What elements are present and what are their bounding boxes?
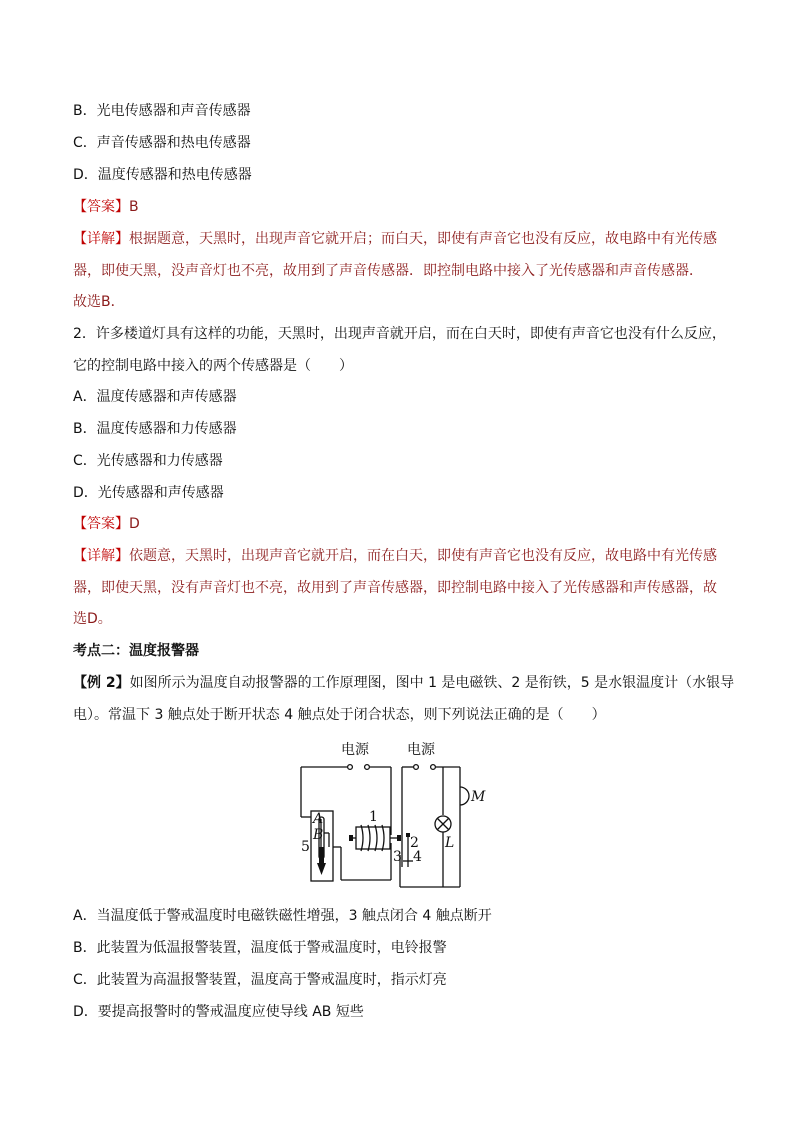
- q1-option-b: B．光电传感器和声音传感器: [73, 103, 251, 119]
- power-source-right-label: 电源: [407, 742, 435, 758]
- q2-option-a: A．温度传感器和声传感器: [73, 389, 237, 405]
- q2-answer: [73, 514, 140, 534]
- ex2-stem-text: 如图所示为温度自动报警器的工作原理图，图中 1 是电磁铁、2 是衔铁，5 是水银温度计（水银导: [129, 675, 735, 691]
- q2-stem-line-2: 它的控制电路中接入的两个传感器是（ ）: [73, 358, 353, 374]
- q2-detail-line-1: [73, 546, 717, 566]
- q2-option-b: B．温度传感器和力传感器: [73, 421, 237, 437]
- q2-detail-line-2: 器，即使天黑，没有声音灯也不亮，故用到了声音传感器，即控制电路中接入了光传感器和声传感器，故: [73, 580, 717, 596]
- q1-detail-line-1: [73, 229, 717, 249]
- label-m: M: [471, 789, 486, 805]
- label-5: 5: [301, 839, 310, 855]
- q2-option-d: D．光传感器和声传感器: [73, 485, 224, 501]
- label-2: 2: [410, 835, 419, 851]
- label-1: 1: [369, 809, 378, 825]
- detail-label: 【详解】: [73, 548, 129, 564]
- q2-stem-line-1: 2．许多楼道灯具有这样的功能，天黑时，出现声音就开启，而在白天时，即使有声音它也没有什么反应，: [73, 326, 726, 342]
- q1-option-d: D．温度传感器和热电传感器: [73, 167, 252, 183]
- label-a: A: [313, 811, 324, 827]
- q2-detail-line-3: 选D。: [73, 611, 112, 627]
- answer-label: 【答案】: [73, 516, 129, 532]
- label-3: 3: [393, 849, 402, 865]
- power-source-left-label: 电源: [341, 742, 369, 758]
- q1-option-c: C．声音传感器和热电传感器: [73, 135, 251, 151]
- alarm-circuit-diagram: [295, 735, 505, 890]
- answer-value: B: [129, 199, 139, 215]
- detail-text: 依题意，天黑时，出现声音它就开启，而在白天，即使有声音它也没有反应，故电路中有光传感: [129, 548, 717, 564]
- q2-option-c: C．光传感器和力传感器: [73, 453, 223, 469]
- ex2-option-d: D．要提高报警时的警戒温度应使导线 AB 短些: [73, 1004, 364, 1020]
- ex2-option-c: C．此装置为高温报警装置，温度高于警戒温度时，指示灯亮: [73, 972, 447, 988]
- ex2-option-b: B．此装置为低温报警装置，温度低于警戒温度时，电铃报警: [73, 940, 447, 956]
- answer-label: 【答案】: [73, 199, 129, 215]
- label-l: L: [445, 835, 455, 851]
- ex2-option-a: A．当温度低于警戒温度时电磁铁磁性增强，3 触点闭合 4 触点断开: [73, 908, 492, 924]
- example-label: 【例 2】: [73, 675, 130, 691]
- label-b: B: [313, 827, 324, 843]
- q1-detail-line-3: 故选B．: [73, 294, 125, 310]
- detail-text: 根据题意，天黑时，出现声音它就开启；而白天，即使有声音它也没有反应，故电路中有光传感: [129, 231, 717, 247]
- q1-detail-line-2: 器，即使天黑，没声音灯也不亮，故用到了声音传感器．即控制电路中接入了光传感器和声音传感器．: [73, 263, 703, 279]
- label-4: 4: [413, 849, 422, 865]
- section-title: 考点二：温度报警器: [73, 643, 199, 659]
- ex2-stem-line-2: 电）。常温下 3 触点处于断开状态 4 触点处于闭合状态，则下列说法正确的是（ ）: [73, 707, 606, 723]
- q1-answer: [73, 197, 139, 217]
- detail-label: 【详解】: [73, 231, 129, 247]
- answer-value: D: [129, 516, 140, 532]
- ex2-stem-line-1: [73, 673, 734, 693]
